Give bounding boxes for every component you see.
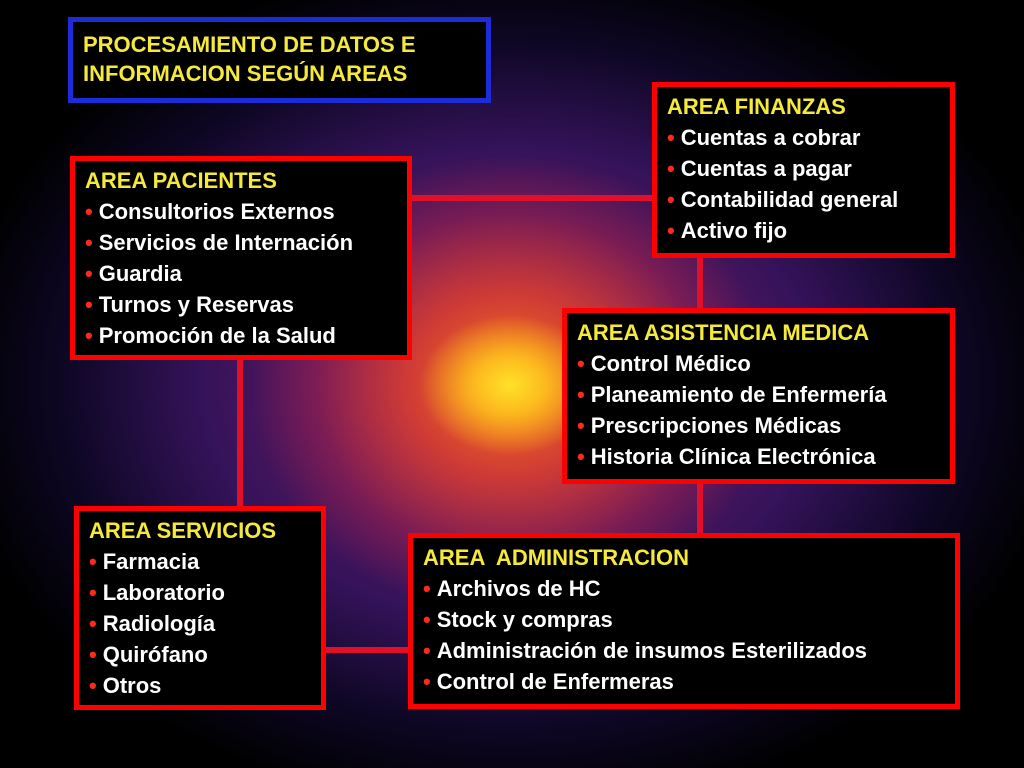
bullet-icon: • <box>85 199 93 224</box>
diagram-title-line-1: PROCESAMIENTO DE DATOS E <box>83 32 416 57</box>
area-pacientes-item: • Guardia <box>85 261 182 286</box>
diagram-title-line-2: INFORMACION SEGÚN AREAS <box>83 61 408 86</box>
area-servicios-item: • Otros <box>89 673 162 698</box>
area-asistencia-medica-box <box>562 308 955 484</box>
area-finanzas-item: • Cuentas a cobrar <box>667 125 861 150</box>
area-servicios-item: • Laboratorio <box>89 580 225 605</box>
bullet-icon: • <box>667 218 675 243</box>
area-pacientes-item: • Promoción de la Salud <box>85 323 336 348</box>
area-administracion-item: • Administración de insumos Esterilizados <box>423 638 868 663</box>
bullet-icon: • <box>85 292 93 317</box>
bullet-icon: • <box>89 580 97 605</box>
bullet-icon: • <box>89 611 97 636</box>
bullet-icon: • <box>423 607 431 632</box>
area-finanzas-item: • Activo fijo <box>667 218 788 243</box>
area-servicios-item: • Farmacia <box>89 549 200 574</box>
area-servicios-box <box>74 506 326 710</box>
area-servicios-item: • Radiología <box>89 611 216 636</box>
bullet-icon: • <box>577 351 585 376</box>
bullet-icon: • <box>423 669 431 694</box>
bullet-icon: • <box>577 382 585 407</box>
bullet-icon: • <box>667 156 675 181</box>
area-asistencia-medica-item: • Planeamiento de Enfermería <box>577 382 887 407</box>
area-administracion-title: AREA ADMINISTRACION <box>423 545 690 570</box>
area-administracion-item: • Archivos de HC <box>423 576 601 601</box>
area-finanzas-item: • Cuentas a pagar <box>667 156 852 181</box>
bullet-icon: • <box>85 261 93 286</box>
area-finanzas-title: AREA FINANZAS <box>667 94 846 119</box>
bullet-icon: • <box>667 187 675 212</box>
bullet-icon: • <box>89 673 97 698</box>
bullet-icon: • <box>667 125 675 150</box>
area-pacientes-item: • Servicios de Internación <box>85 230 354 255</box>
bullet-icon: • <box>89 642 97 667</box>
bullet-icon: • <box>577 444 585 469</box>
area-asistencia-medica-title: AREA ASISTENCIA MEDICA <box>577 320 870 345</box>
bullet-icon: • <box>423 638 431 663</box>
bullet-icon: • <box>577 413 585 438</box>
bullet-icon: • <box>85 230 93 255</box>
bullet-icon: • <box>89 549 97 574</box>
area-pacientes-item: • Turnos y Reservas <box>85 292 294 317</box>
area-servicios-title: AREA SERVICIOS <box>89 518 277 543</box>
bullet-icon: • <box>423 576 431 601</box>
area-pacientes-item: • Consultorios Externos <box>85 199 335 224</box>
diagram-title-box <box>68 17 491 103</box>
area-asistencia-medica-item: • Prescripciones Médicas <box>577 413 842 438</box>
area-pacientes-title: AREA PACIENTES <box>85 168 277 193</box>
area-asistencia-medica-item: • Control Médico <box>577 351 751 376</box>
area-administracion-box <box>408 533 960 709</box>
bullet-icon: • <box>85 323 93 348</box>
area-asistencia-medica-item: • Historia Clínica Electrónica <box>577 444 876 469</box>
area-administracion-item: • Stock y compras <box>423 607 613 632</box>
area-finanzas-item: • Contabilidad general <box>667 187 899 212</box>
area-pacientes-box <box>70 156 412 360</box>
area-finanzas-box <box>652 82 955 258</box>
area-servicios-item: • Quirófano <box>89 642 208 667</box>
area-administracion-item: • Control de Enfermeras <box>423 669 674 694</box>
